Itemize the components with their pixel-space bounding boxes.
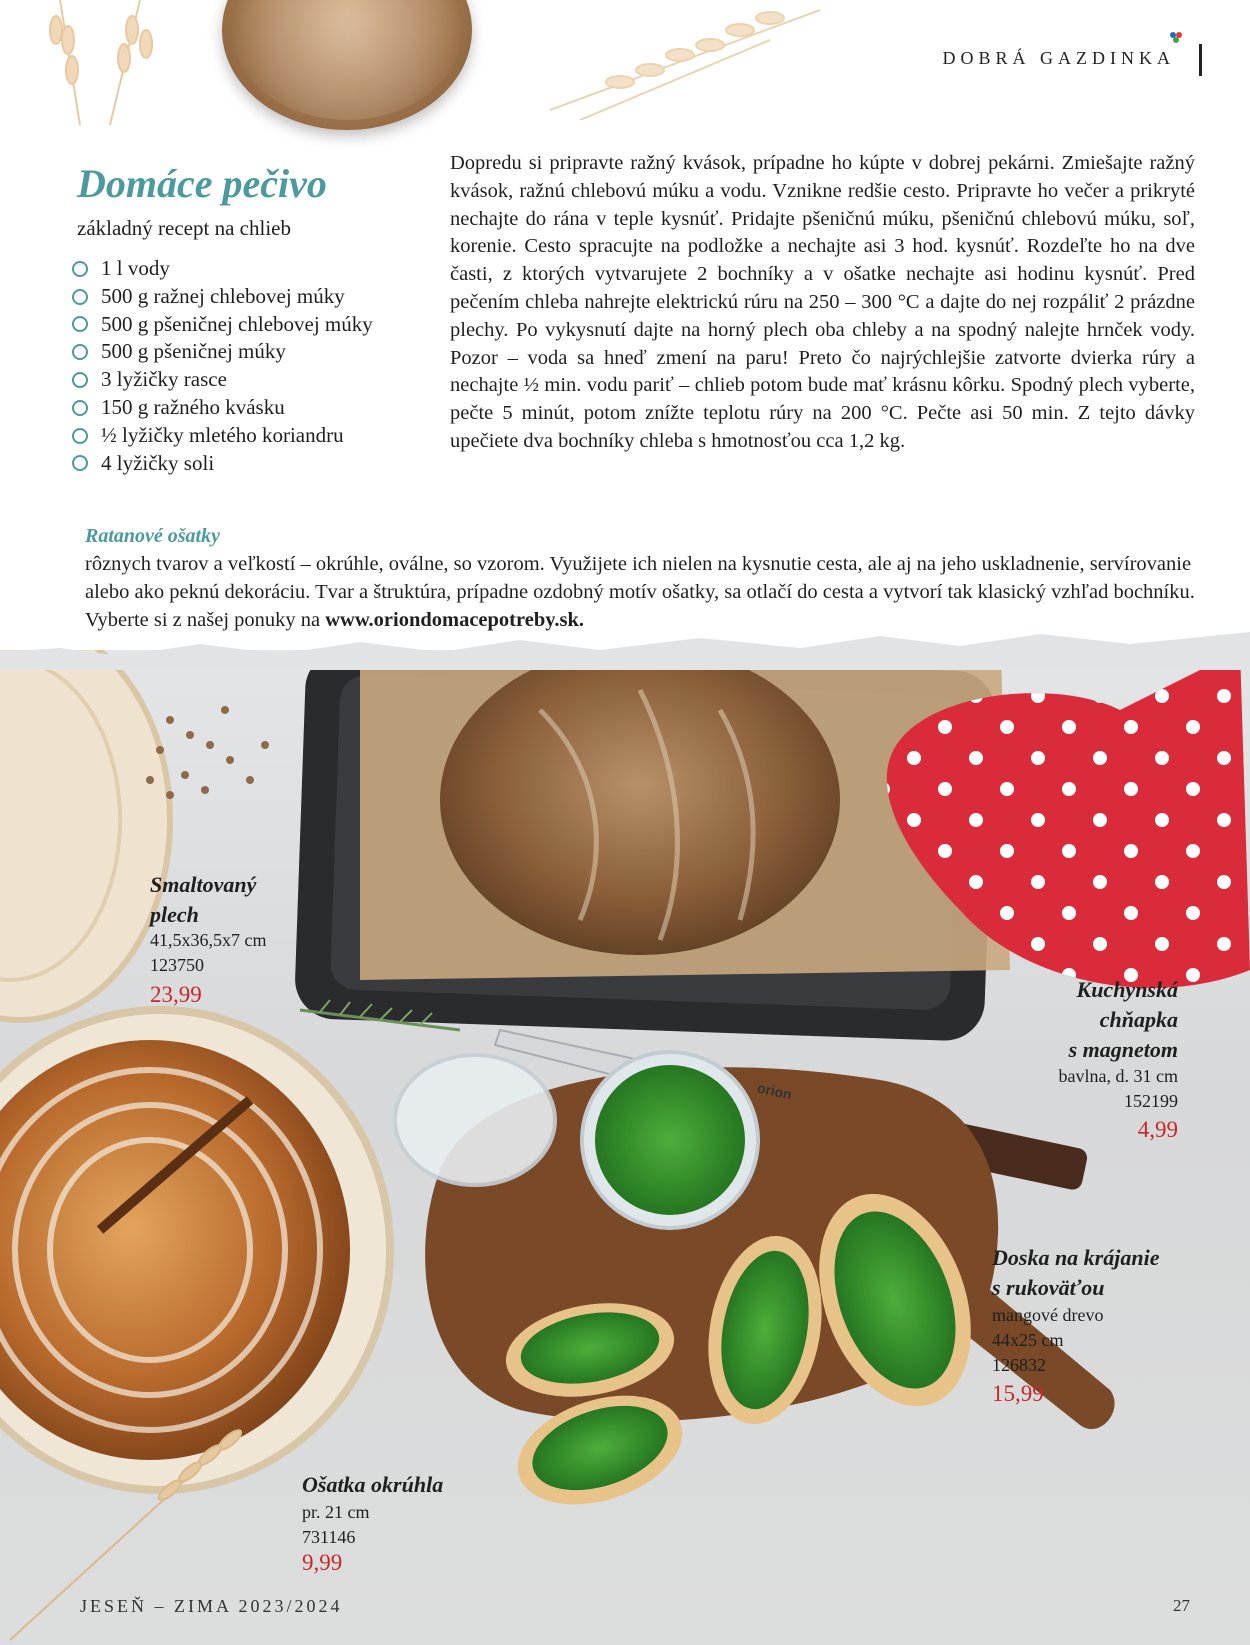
list-item: 1 l vody (72, 255, 373, 283)
list-item: 500 g ražnej chlebovej múky (72, 283, 373, 311)
product-name-osatka: Ošatka okrúhla (302, 1472, 444, 1497)
product-name-chnapka: Kuchynská chňapka s magnetom (1068, 977, 1178, 1062)
product-details-chnapka: bavlna, d. 31 cm 152199 (1058, 1066, 1178, 1111)
knife-brand-label: orion (755, 1079, 794, 1103)
header-divider (1199, 44, 1202, 76)
wheat-decoration-icon (20, 0, 220, 130)
product-details-doska: mangové drevo 44x25 cm 126832 (992, 1305, 1104, 1375)
footer-season: JESEŇ – ZIMA 2023/2024 (80, 1596, 343, 1616)
recipe-instructions: Dopredu si pripravte ražný kvások, prípadne ho kúpte v dobrej pekárni. Zmiešajte ražný kvások, ražnú chlebovú múku a vodu. Vznikne redšie cesto. Pripravte ho večer a prikryté nechajte do rána v teple kysnúť. Pridajte pšeničnú múku, pšeničnú chlebovú múku, soľ, korenie. Cesto spracujte na podložke a nechajte asi 3 hod. kysnúť. Rozdeľte ho na dve časti, z ktorých vytvarujete 2 bochníky a v ošatke nechajte asi hodinu kysnúť. Pred pečením chleba nahrejte elektrickú rúru na 250 – 300 °C a dajte do nej rozpáliť 2 prázdne plechy. Po vykysnutí dajte na horný plech oba chleby a na spodný nalejte hrnček vody. Pozor – voda sa hneď zmení na paru! Preto čo najrýchlejšie zatvorte dvierka rúry a nechajte ½ min. vodu pariť – chlieb potom bude mať krásnu kôrku. Spodný plech vyberte, pečte 5 minút, potom znížte teplotu rúry na 200 °C. Pečte asi 50 min. Z tejto dávky upečiete dva bochníky chleba s hmotnosťou cca 1,2 kg. (450, 152, 1195, 452)
list-item: 500 g pšeničnej múky (72, 338, 373, 366)
promo-title: Ratanové ošatky (85, 525, 220, 547)
bullet-circle-icon (72, 372, 88, 388)
list-item: 500 g pšeničnej chlebovej múky (72, 311, 373, 339)
product-name-doska: Doska na krájanie s rukoväťou (992, 1245, 1160, 1300)
ingredient-list (72, 255, 373, 477)
price-doska: 15,99 (992, 1381, 1044, 1406)
price-plech: 23,99 (150, 982, 202, 1007)
product-name-plech: Smaltovaný plech (150, 872, 257, 927)
product-details-plech: 41,5x36,5x7 cm 123750 (150, 930, 267, 975)
product-details-osatka: pr. 21 cm 731146 (302, 1502, 370, 1547)
list-item: 150 g ražného kvásku (72, 394, 373, 422)
price-osatka: 9,99 (302, 1550, 343, 1575)
promo-body: rôznych tvarov a veľkostí – okrúhle, oválne, so vzorom. Využijete ich nielen na kysnutie cesta, ale aj na jeho uskladnenie, servírovanie alebo ako peknú dekoráciu. Tvar a štruktúra, prípadne ozdobný motív ošatky, sa otlačí do cesta a vytvorí tak klasický vzhľad bochníku. Vyberte si z našej ponuky na www.oriondomacepotreby.sk. (85, 553, 1195, 631)
shop-link[interactable]: www.oriondomacepotreby.sk. (325, 608, 584, 631)
bullet-circle-icon (72, 261, 88, 277)
page-number: 27 (1173, 1596, 1190, 1615)
list-item: 4 lyžičky soli (72, 450, 373, 478)
brand-logo-icon (1170, 32, 1182, 42)
bread-image (222, 0, 472, 130)
bullet-circle-icon (72, 428, 88, 444)
product-scene-image (0, 650, 1250, 1645)
recipe-subtitle: základný recept na chlieb (77, 216, 291, 240)
magazine-brand: DOBRÁ GAZDINKA (942, 48, 1175, 68)
recipe-title: Domáce pečivo (77, 161, 327, 206)
product-photo (0, 650, 1250, 1645)
bullet-circle-icon (72, 316, 88, 332)
list-item: 3 lyžičky rasce (72, 366, 373, 394)
list-item: ½ lyžičky mletého koriandru (72, 422, 373, 450)
wheat-decoration-icon (540, 0, 840, 120)
price-chnapka: 4,99 (1137, 1117, 1178, 1142)
bullet-circle-icon (72, 344, 88, 360)
bullet-circle-icon (72, 455, 88, 471)
torn-paper-edge (0, 630, 1250, 670)
bullet-circle-icon (72, 400, 88, 416)
bullet-circle-icon (72, 289, 88, 305)
